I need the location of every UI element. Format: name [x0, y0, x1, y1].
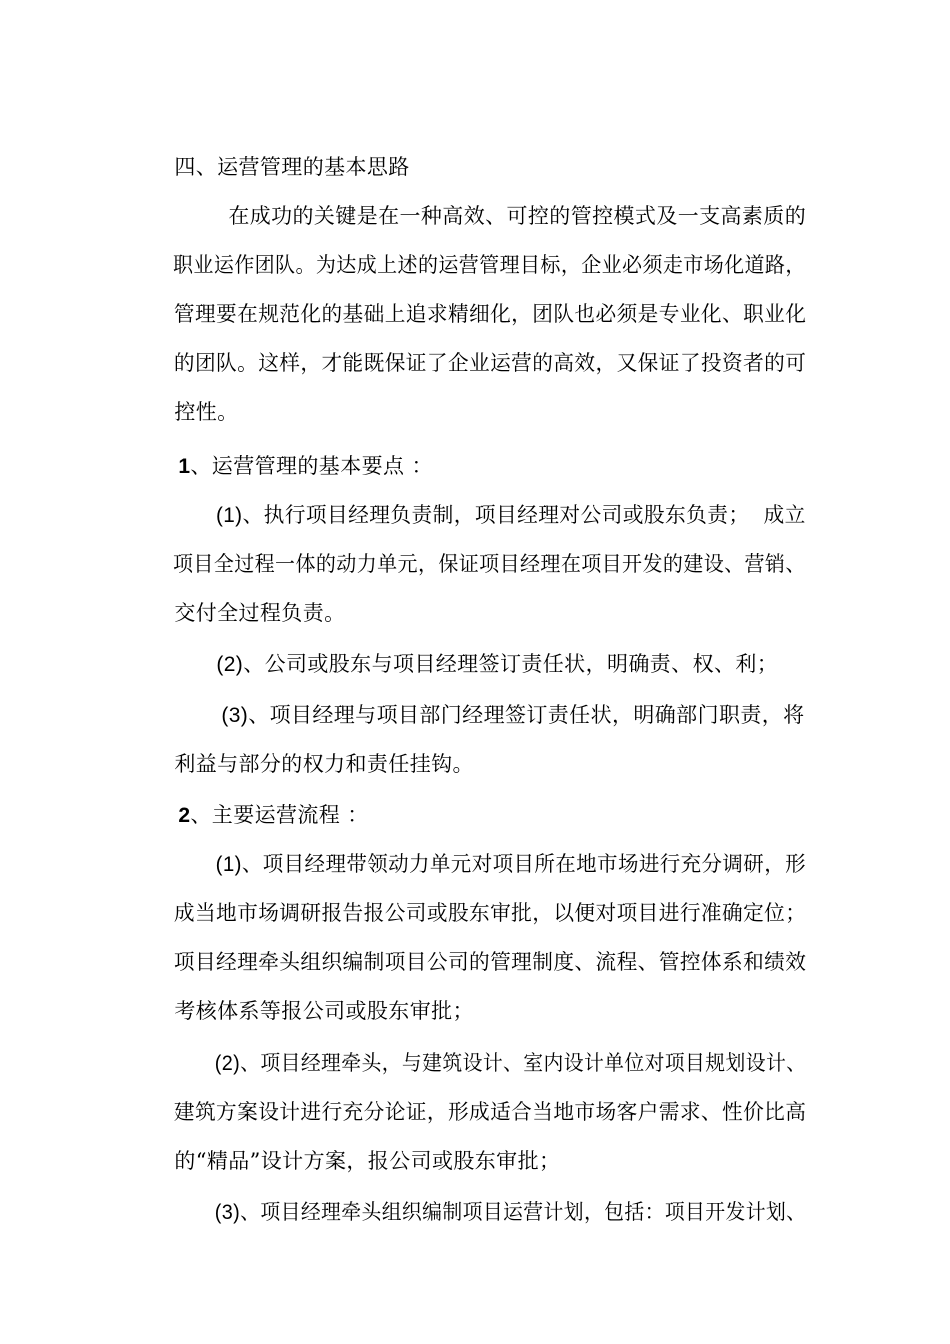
intro-line-4: 的团队。这样，才能既保证了企业运营的高效，又保证了投资者的可 — [173, 351, 807, 375]
item-marker: (2) — [214, 1052, 241, 1075]
section-1-item-2-line-1: (2)、公司或股东与项目经理签订责任状，明确责、权、利； — [216, 652, 779, 676]
section-2-number: 2 — [178, 804, 191, 827]
section-2-item-3-line-1: (3)、项目经理牵头组织编制项目运营计划，包括：项目开发计划、 — [214, 1200, 807, 1224]
section-2-item-2-line-1: (2)、项目经理牵头，与建筑设计、室内设计单位对项目规划设计、 — [214, 1051, 807, 1075]
intro-line-2: 职业运作团队。为达成上述的运营管理目标，企业必须走市场化道路， — [173, 253, 806, 277]
section-1-item-3-line-2: 利益与部分的权力和责任挂钩。 — [174, 752, 474, 776]
section-2-item-1-line-3: 项目经理牵头组织编制项目公司的管理制度、流程、管控体系和绩效 — [173, 950, 807, 974]
section-1-title: 、运营管理的基本要点 ： — [190, 454, 433, 478]
section-1-item-3-line-1: (3)、项目经理与项目部门经理签订责任状，明确部门职责，将 — [221, 703, 805, 727]
section-2-item-1-line-4: 考核体系等报公司或股东审批； — [174, 999, 474, 1023]
section-1-item-1-line-1: (1)、执行项目经理负责制，项目经理对公司或股东负责； 成立 — [215, 503, 806, 527]
item-marker: (3) — [221, 704, 249, 727]
item-marker: (2) — [216, 653, 244, 676]
item-marker: (1) — [215, 504, 243, 527]
section-1-number: 1 — [178, 455, 191, 478]
section-1-item-1-line-2: 项目全过程一体的动力单元，保证项目经理在项目开发的建设、营销、 — [173, 552, 806, 576]
section-2-item-2-line-3: 的“精品”设计方案，报公司或股东审批； — [174, 1149, 561, 1173]
section-1-item-1-line-3: 交付全过程负责。 — [174, 601, 346, 625]
intro-line-3: 管理要在规范化的基础上追求精细化，团队也必须是专业化、职业化 — [173, 302, 807, 326]
item-marker: (3) — [214, 1201, 241, 1224]
section-2-title: 、主要运营流程 ： — [190, 803, 369, 827]
section-2-item-2-line-2: 建筑方案设计进行充分论证，形成适合当地市场客户需求、性价比高 — [173, 1100, 807, 1124]
section-2-item-1-line-2: 成当地市场调研报告报公司或股东审批，以便对项目进行准确定位； — [173, 901, 807, 925]
heading-text: 四、运营管理的基本思路 — [174, 155, 410, 179]
intro-line-5: 控性。 — [174, 400, 239, 424]
item-marker: (1) — [215, 853, 242, 876]
intro-line-1: 在成功的关键是在一种高效、可控的管控模式及一支高素质的 — [228, 204, 807, 228]
section-2-item-1-line-1: (1)、项目经理带领动力单元对项目所在地市场进行充分调研，形 — [215, 852, 806, 876]
